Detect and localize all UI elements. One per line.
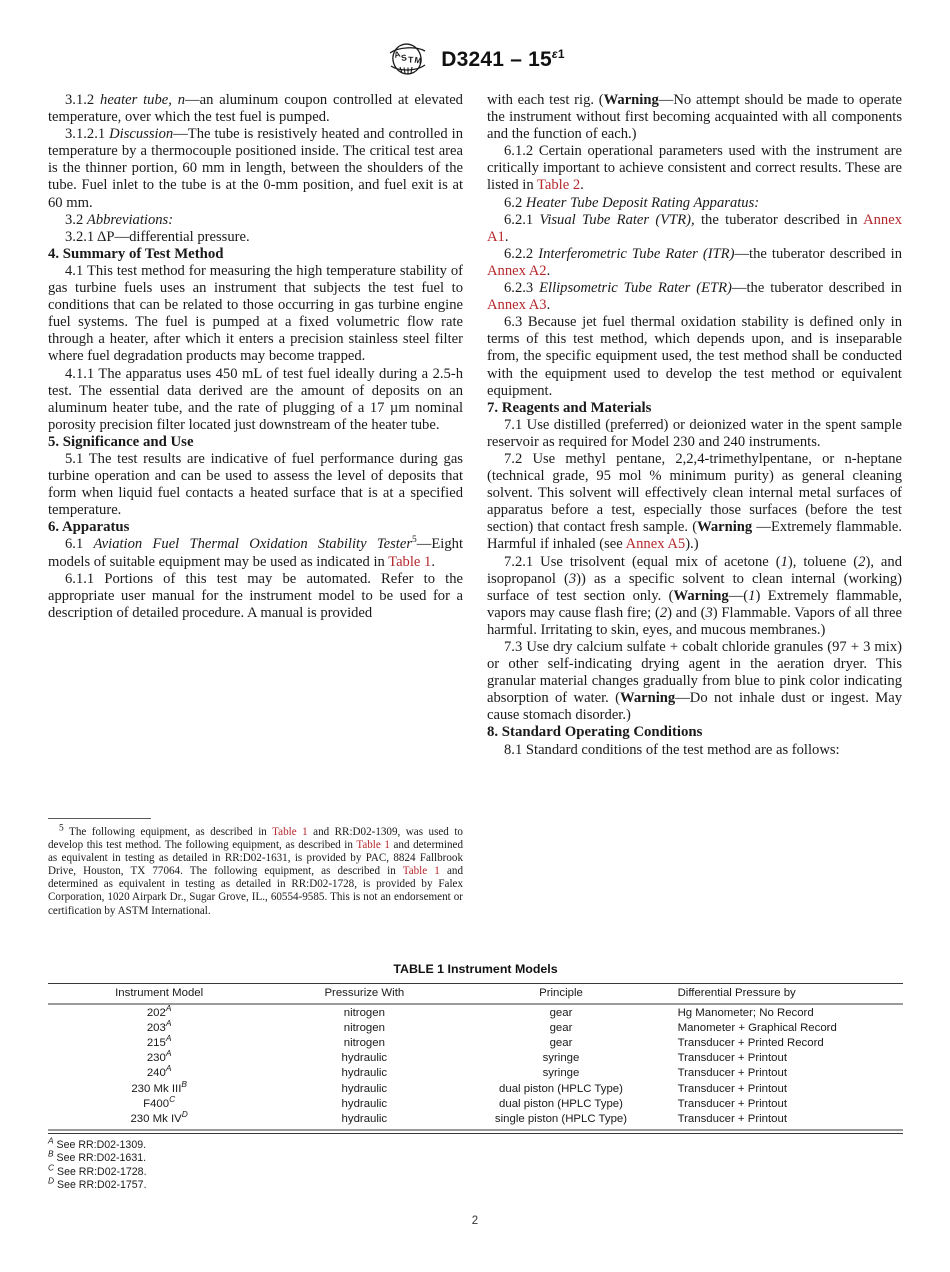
table-row (48, 1096, 903, 1111)
defined-term: Ellipsometric Tube Rater (ETR) (539, 280, 732, 297)
table-1-title: TABLE 1 Instrument Models (393, 962, 558, 976)
designation-text: D3241 – 15 (441, 47, 552, 71)
paragraph-6-2 (487, 195, 902, 212)
defined-term: Aviation Fuel Thermal Oxidation Stability Tester (93, 536, 413, 553)
table-header-row (48, 984, 903, 1005)
clause-number: 3.2.1 (65, 228, 95, 245)
defined-term: Discussion (109, 126, 174, 143)
table-footnote-marker: A (48, 1135, 54, 1146)
table-footnote-reference[interactable]: A (165, 1048, 172, 1059)
defined-term: Interferometric Tube Rater (ITR) (538, 245, 735, 262)
clause-number: 6.1.1 (65, 570, 95, 587)
clause-body: Certain operational parameters used with the instrument are critically important to achieve consistent and correct results. These are listed in (487, 143, 902, 194)
table-footnote-reference[interactable]: A (165, 1033, 172, 1044)
page-number: 2 (471, 1215, 479, 1227)
clause-number: 5.1 (65, 450, 84, 467)
clause-body-end: . (546, 262, 551, 279)
clause-body: —The tube is resistively heated and controlled in temperature by a thermocouple positioned inside. The critical test area is the thinner portion, 60 mm in length, between the shoulders of the tube. Fuel inlet to the tube is at the 0-mm position, and fuel exit is at 60 mm. (48, 126, 463, 211)
clause-number: 6.2.1 (504, 211, 534, 228)
clause-body-end: . (546, 297, 551, 314)
astm-logo-icon (385, 42, 431, 76)
clause-body: Portions of this test may be automated. Refer to the appropriate user manual for the instrument model to be used for a description of detailed procedure. A manual is provided (48, 570, 463, 621)
clause-body: —the tuberator described in (734, 245, 902, 262)
left-column (48, 92, 463, 622)
clause-number: 8.1 (504, 741, 523, 758)
cell-pressurize-with: hydraulic (341, 1067, 388, 1080)
cell-pressurize-with: nitrogen (343, 1006, 385, 1019)
table-footnote: $^C$ See RR:D02-1728. (48, 1161, 147, 1178)
clause-body: Use trisolvent (equal mix of acetone ( (540, 553, 781, 570)
clause-number: 6.2.2 (504, 245, 534, 262)
clause-body: The test results are indicative of fuel performance during gas turbine operation and can be used to assess the level of deposits that form when liquid fuel contacts a heated surface that is at a specified temperature. (48, 450, 463, 519)
table-row (48, 1081, 903, 1096)
cell-instrument-model: $240^A$ (146, 1063, 172, 1080)
paragraph-3-2 (48, 212, 463, 229)
clause-body-6: ) Extremely flammable, vapors may cause flash fire; ( (487, 587, 902, 621)
clause-body-7: ) and ( (667, 604, 706, 621)
table-bottom-rule (48, 1129, 903, 1134)
clause-body: Use distilled (preferred) or deionized water in the spent sample reservoir as required for Model 230 and 240 instruments. (487, 416, 902, 450)
footnote-part-2: and RR:D02-1309, was used to develop this test method. The following equipment, as described in (48, 826, 463, 852)
link-table-1[interactable]: Table 1 (388, 553, 432, 570)
clause-body-post: —No attempt should be made to operate the instrument without first becoming acquainted with all components and the function of each.) (487, 92, 902, 143)
table-head (48, 984, 903, 1005)
table-footnotes (48, 1135, 903, 1192)
cell-principle: syringe (542, 1067, 580, 1080)
cell-instrument-model: 230 Mk $IV^D$ (130, 1109, 188, 1125)
paragraph-3-1-2 (48, 92, 463, 126)
table-1-block (48, 962, 903, 1192)
link-annex-a3[interactable]: Annex A3 (487, 297, 547, 314)
clause-body-2: ), toluene ( (787, 553, 859, 570)
footnote-marker: 5 (59, 823, 64, 834)
clause-number: 3.2 (65, 211, 84, 228)
warning-label: Warning (620, 690, 676, 707)
cell-differential-pressure-by: Transducer + Printout (677, 1067, 788, 1080)
table-footnote-marker: D (48, 1175, 55, 1186)
paragraph-6-3 (487, 314, 902, 399)
paragraph-6-2-1 (487, 212, 902, 246)
warning-label: Warning (673, 587, 729, 604)
column-header-instrument-model: Instrument Model (48, 984, 270, 1005)
svg-text:S: S (400, 52, 408, 63)
cell-principle: gear (549, 1036, 573, 1049)
paragraph-7-1 (487, 417, 902, 451)
cell-pressurize-with: hydraulic (341, 1082, 388, 1095)
link-table-1[interactable]: Table 1 (356, 839, 390, 852)
defined-term: Abbreviations: (86, 211, 174, 228)
cell-differential-pressure-by: Transducer + Printout (677, 1112, 788, 1125)
paragraph-7-2-1 (487, 554, 902, 639)
clause-body-5: —( (728, 587, 749, 604)
link-table-2[interactable]: Table 2 (537, 177, 581, 194)
table-row (48, 1066, 903, 1081)
clause-body-end: . (504, 228, 509, 245)
section-heading-7: 7. Reagents and Materials (487, 399, 652, 416)
cell-differential-pressure-by: Transducer + Printout (677, 1097, 788, 1110)
table-footnote: $^A$ See RR:D02-1309. (48, 1135, 147, 1151)
clause-number: 6.2.3 (504, 280, 534, 297)
clause-body: the tuberator described in (694, 211, 864, 228)
section-heading-8: 8. Standard Operating Conditions (487, 724, 703, 741)
paragraph-continued (487, 92, 902, 143)
clause-body-3: ), and isopropanol ( (487, 553, 903, 587)
footnote-5 (48, 823, 463, 918)
document-header (0, 42, 950, 76)
clause-body: Use dry calcium sulfate + cobalt chloride granules (97 + 3 mix) or other self-indicating drying agent in the aeration dryer. This granular material changes gradually from blue to pink color indicating absorption of water. ( (487, 639, 902, 707)
solvent-index-2b: 2 (659, 604, 668, 621)
cell-principle: dual piston (HPLC Type) (499, 1097, 623, 1110)
cell-differential-pressure-by: Transducer + Printout (677, 1052, 788, 1065)
designation-epsilon: ε (551, 46, 558, 61)
link-annex-a1[interactable]: Annex A1 (487, 211, 903, 245)
svg-text:T: T (408, 54, 414, 65)
paragraph-5-1 (48, 451, 463, 519)
clause-body: This test method for measuring the high temperature stability of gas turbine fuels uses an instrument that subjects the test fuel to conditions that can be related to those occurring in gas turbine engine fuel systems. The fuel is pumped at a fixed volumetric flow rate through a heater, after which it enters a precision stainless steel filter where fuel degradation products may become trapped. (48, 262, 463, 365)
paragraph-4-1-1 (48, 366, 463, 434)
cell-pressurize-with: hydraulic (341, 1097, 388, 1110)
paragraph-3-1-2-1 (48, 126, 463, 211)
clause-body-end: ).) (685, 536, 699, 553)
cell-differential-pressure-by: Hg Manometer; No Record (677, 1006, 814, 1019)
clause-number: 6.1.2 (504, 143, 534, 160)
designation-supnum: 1 (557, 46, 565, 61)
column-header-pressurize-with: Pressurize With (270, 984, 458, 1005)
clause-body-end: ) Flammable. Vapors of all three harmful. Irritating to skin, eyes, and mucous membranes.) (487, 604, 902, 638)
section-heading-4: 4. Summary of Test Method (48, 245, 224, 262)
column-header-differential-pressure-by: Differential Pressure by (664, 984, 903, 1005)
paragraph-6-1-1 (48, 571, 463, 622)
paragraph-6-2-2 (487, 246, 902, 280)
table-footnote-reference[interactable]: D (181, 1109, 188, 1120)
table-row (48, 1111, 903, 1129)
table-footnote: $^B$ See RR:D02-1631. (48, 1148, 147, 1165)
cell-instrument-model: $F400^C$ (143, 1093, 176, 1110)
clause-body-end: . (431, 553, 435, 570)
clause-body-2: —Extremely flammable. Harmful if inhaled (see (487, 519, 902, 553)
clause-number: 3.1.2.1 (65, 126, 106, 143)
clause-number: 7.3 (504, 639, 523, 655)
paragraph-6-2-3 (487, 280, 902, 314)
cell-pressurize-with: nitrogen (343, 1036, 385, 1049)
footnote-part-3: and determined as equivalent in testing as detailed in RR:D02-1631, is provided by PAC, 8824 Fallbrook Drive, Houston, TX 77064. The following equipment, as described in (48, 839, 463, 878)
table-footnote-marker: C (48, 1161, 55, 1172)
solvent-index-1b: 1 (748, 587, 756, 604)
link-table-1[interactable]: Table 1 (402, 865, 440, 878)
cell-instrument-model: $203^A$ (146, 1017, 172, 1034)
table-footnote-marker: B (48, 1148, 54, 1159)
table-body (48, 1004, 903, 1129)
table-footnote-reference[interactable]: A (165, 1063, 172, 1074)
paragraph-6-1-2 (487, 143, 902, 194)
clause-body-end: —Do not inhale dust or ingest. May cause stomach disorder.) (487, 690, 902, 724)
table-footnote-reference[interactable]: A (165, 1002, 172, 1013)
warning-label: Warning (603, 92, 659, 108)
clause-body: —an aluminum coupon controlled at elevated temperature, over which the test fuel is pumped. (48, 92, 463, 126)
clause-number: 3.1.2 (65, 92, 95, 108)
cell-differential-pressure-by: Transducer + Printout (677, 1082, 788, 1095)
clause-number: 6.2 (504, 194, 523, 211)
paragraph-7-3 (487, 639, 902, 724)
cell-differential-pressure-by: Manometer + Graphical Record (677, 1021, 837, 1034)
paragraph-6-1 (48, 536, 463, 570)
clause-body: Because jet fuel thermal oxidation stability is defined only in terms of this test method, which depends upon, and is inseparable from, the specific equipment used, the test method shall be conducted with the equipment used to develop the test method or equivalent equipment. (487, 314, 902, 399)
solvent-index-3: 3 (568, 570, 577, 587)
clause-body: Standard conditions of the test method are as follows: (525, 741, 840, 758)
defined-term: Heater Tube Deposit Rating Apparatus: (525, 194, 760, 211)
cell-instrument-model: 230 Mk $III^B$ (131, 1078, 187, 1095)
clause-number: 7.1 (504, 416, 523, 433)
warning-label: Warning (697, 519, 753, 536)
clause-number: 6.3 (504, 314, 523, 331)
column-header-principle: Principle (458, 984, 663, 1005)
cell-principle: gear (549, 1006, 573, 1019)
table-footnote-reference[interactable]: A (165, 1017, 172, 1028)
paragraph-7-2 (487, 451, 902, 554)
svg-text:M: M (413, 54, 423, 66)
table-row (48, 1051, 903, 1066)
solvent-index-1: 1 (780, 553, 788, 570)
solvent-index-2: 2 (858, 553, 866, 570)
footnote-block (48, 818, 463, 918)
clause-number: 4.1 (65, 262, 84, 279)
clause-number: 4.1.1 (65, 365, 95, 382)
defined-term: heater tube, n (100, 92, 186, 108)
link-annex-a2[interactable]: Annex A2 (487, 262, 547, 279)
cell-pressurize-with: nitrogen (343, 1021, 385, 1034)
document-designation (441, 47, 564, 72)
cell-instrument-model: $230^A$ (146, 1048, 172, 1065)
clause-number: 7.2.1 (504, 553, 534, 570)
cell-instrument-model: $215^A$ (146, 1033, 172, 1049)
table-row (48, 1004, 903, 1020)
section-heading-5: 5. Significance and Use (48, 433, 194, 450)
table-footnote-reference[interactable]: B (181, 1078, 187, 1089)
paragraph-3-2-1 (48, 229, 463, 246)
solvent-index-3b: 3 (705, 604, 713, 621)
footnote-separator-rule (48, 818, 151, 819)
clause-number: 7.2 (504, 450, 523, 467)
footnote-reference[interactable]: 5 (412, 535, 417, 546)
paragraph-4-1 (48, 263, 463, 366)
table-footnote: $^D$ See RR:D02-1757. (48, 1175, 147, 1191)
cell-principle: gear (549, 1021, 573, 1034)
right-column (487, 92, 902, 759)
cell-pressurize-with: hydraulic (341, 1112, 388, 1125)
section-heading-6: 6. Apparatus (48, 519, 130, 536)
cell-differential-pressure-by: Transducer + Printed Record (677, 1036, 824, 1049)
instrument-models-table (48, 983, 903, 1129)
table-row (48, 1035, 903, 1050)
table-footnote-reference[interactable]: C (169, 1093, 176, 1104)
link-annex-a5[interactable]: Annex A5 (625, 536, 686, 553)
link-table-1[interactable]: Table 1 (272, 826, 308, 838)
clause-number: 6.1 (65, 536, 84, 553)
paragraph-8-1 (487, 742, 902, 759)
cell-pressurize-with: hydraulic (341, 1052, 388, 1065)
table-row (48, 1020, 903, 1035)
clause-body: —Eight models of suitable equipment may be used as indicated in (48, 536, 463, 570)
clause-body-end: . (580, 177, 584, 194)
clause-body: Use methyl pentane, 2,2,4-trimethylpentane, or n-heptane (technical grade, 95 mol % minimum purity) as general cleaning solvent. This solvent will effectively clean internal metal surfaces of apparatus before a test, especially those surfaces (before the test section) that contact fresh sample. ( (487, 450, 902, 536)
cell-principle: single piston (HPLC Type) (494, 1112, 628, 1125)
cell-instrument-model: $202^A$ (146, 1002, 172, 1019)
clause-body: The apparatus uses 450 mL of test fuel ideally during a 2.5-h test. The essential data derived are the amount of deposits on an aluminum heater tube, and the rate of plugging of a 17 µm nominal porosity precision filter located just downstream of the heater tube. (48, 365, 463, 433)
footnote-part-1: The following equipment, as described in (63, 826, 273, 838)
defined-term: Visual Tube Rater (VTR), (539, 211, 695, 228)
clause-body-4: )) as a specific solvent to clean internal (working) surface of test section only. ( (487, 570, 902, 604)
cell-principle: syringe (542, 1052, 580, 1065)
svg-text:A: A (393, 48, 402, 60)
footnote-part-4: and determined as equivalent in testing as detailed in RR:D02-1728, is provided by Falex Corporation, 1020 Airpark Dr., Sugar Grove, IL., 60554-9585. This is not an endorsement or certification by ASTM International. (48, 865, 463, 917)
clause-body: ΔP—differential pressure. (97, 228, 250, 245)
clause-body-pre: with each test rig. ( (487, 92, 604, 108)
cell-principle: dual piston (HPLC Type) (499, 1082, 623, 1095)
clause-body: —the tuberator described in (731, 280, 902, 297)
